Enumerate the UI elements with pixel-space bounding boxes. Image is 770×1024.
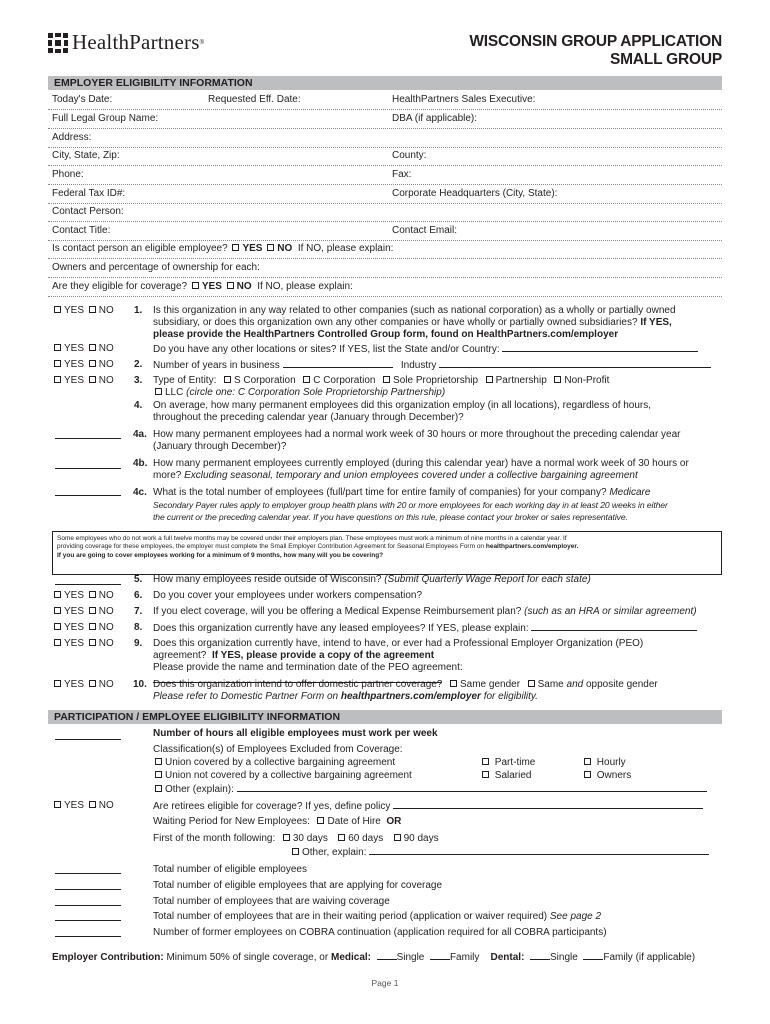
yes-no-choice: YES NO bbox=[52, 622, 114, 634]
question-3: Type of Entity: S Corporation C Corporation Sole Proprietorship Partnership Non-Profit LLC (circle one: C Corporation Sole Proprietorship Partnership) bbox=[153, 375, 610, 398]
form-row[interactable]: Contact Person: bbox=[48, 203, 722, 222]
answer-blank[interactable] bbox=[55, 936, 121, 937]
industry-input[interactable] bbox=[439, 359, 711, 368]
form-row[interactable]: Is contact person an eligible employee? YES NO If NO, please explain: bbox=[48, 240, 722, 259]
other-waiting-input[interactable] bbox=[369, 846, 709, 855]
checkbox[interactable] bbox=[54, 360, 61, 367]
logo-text: HealthPartners bbox=[72, 30, 200, 54]
question-10: Does this organization intend to offer domestic partner coverage? Same gender Same and opposite gender Please refer to Domestic Partner Form on healthpartners.com/employer for eligibility. bbox=[153, 679, 658, 702]
question-8: Does this organization currently have any leased employees? If YES, please explain: bbox=[153, 622, 723, 635]
form-row[interactable]: Federal Tax ID#: Corporate Headquarters (City, State): bbox=[48, 185, 722, 204]
seasonal-note: Some employees who do not work a full twelve months may be covered under their employers plan. These employees must work a minimum of nine months in a calendar year. If providing coverage for these employees, the employer must complete the Small Employer Contribution Agreement for Seasonal Employees Form on healthpartners.com/employer. If you are going to cover employees working for a minimum of 9 months, how many will you be covering? bbox=[52, 531, 722, 575]
employer-contribution: Employer Contribution: Minimum 50% of single coverage, or Medical: Single Family Dental: Single Family (if applicable) bbox=[52, 952, 696, 963]
checkbox[interactable] bbox=[54, 344, 61, 351]
form-row[interactable]: Address: bbox=[48, 129, 722, 148]
answer-blank[interactable] bbox=[55, 495, 121, 496]
answer-blank[interactable] bbox=[55, 889, 121, 890]
checkbox[interactable] bbox=[89, 376, 96, 383]
answer-blank[interactable] bbox=[55, 468, 121, 469]
checkbox[interactable] bbox=[89, 306, 96, 313]
question-4: On average, how many permanent employees did this organization employ (in all locations), regardless of hours, throughout the preceding calendar year (January through December)? bbox=[153, 400, 652, 423]
question-9: Does this organization currently have, intend to have, or ever had a Professional Employer Organization (PEO) agreement? If YES, please provide a copy of the agreement Please provide the name and termination date of the PEO agreement: bbox=[153, 638, 723, 687]
answer-blank[interactable] bbox=[55, 438, 121, 439]
page-number: Page 1 bbox=[371, 978, 399, 988]
application-page: HealthPartners ® WISCONSIN GROUP APPLICATION SMALL GROUP EMPLOYER ELIGIBILITY INFORMATION Today's Date: Requested Eff. Date: HealthPartners Sales Executive: Full Legal Group Name: DBA (if applicable): Address: City, State, Zip: County: Phone: Fax: Federal Tax ID#: Corporate Headquarters (City, State): Contact Person: Contact Title: Contact Email: Is contact person an eligible employee? YES NO If NO, please explain: Owners and percentage of ownership for each: Are they eligible for coverage? YES NO If NO, please explain: YES NO 1. Is this organization in any way related to other companies (such as national corporation) as a wholly or partially owned subsidiary, or does this organization own any other companies or have wholly or partially owned subsidiaries? If YES, please provide the HealthPartners Controlled Group form, found on HealthPartners.com/employer YES NO Do you have any other locations or sites? If YES, list the State and/or Country: YES NO 2. Number of years in business Industry YES NO 3. Type of Entity: S Corporation C Corporation Sole Proprietorship Partnership Non-Profit LLC (circle one: C Corporation Sole Proprietorship Partnership) 4. On average, how many permanent employees did this organization employ (in all locations), regardless of hours, throughout the preceding calendar year (January through December)? 4a. How many permanent employees had a normal work week of 30 hours or more throughout the preceding calendar year (January through December)? 4b. How many permanent employees currently employed (during this calendar year) have a normal work week of 30 hours or more? Excluding seasonal, temporary and union employees covered under a collective bargaining agreement 4c. What is the total number of employees (full/part time for entire family of companies) for your company? Medicare Secondary Payer rules apply to employer group health plans with 20 or more employees for each working day in at least 20 weeks in either the current or the preceding calendar year. If you have questions on this rule, please contact your broker or sales representative. Some employees who do not work a full twelve months may be covered under their employers plan. These employees must work a minimum of nine months in a calendar year. If providing coverage for these employees, the employer must complete the Small Employer Contribution Agreement for Seasonal Employees Form on healthpartners.com/employer. If you are going to cover employees working for a minimum of 9 months, how many will you be covering? 5. How many employees reside outside of Wisconsin? (Submit Quarterly Wage Report for each state) YES NO 6. Do you cover your employees under workers compensation? YES NO 7. If you elect coverage, will you be offering a Medical Expense Reimbursement plan? (such as an HRA or similar agreement) YES NO 8. Does this organization currently have any leased employees? If YES, please explain: YES NO 9. Does this organization currently have, intend to have, or ever had a Professional Employer Organization (PEO) agreement? If YES, please provide a copy of the agreement Please provide the name and termination date of the PEO agreement: YES NO 10. Does this organization intend to offer domestic partner coverage? Same gender Same and opposite gender Please refer to Domestic Partner Form on healthpartners.com/employer for eligibility. PARTICIPATION / EMPLOYEE ELIGIBILITY INFORMATION Number of hours all eligible employees must work per week Classification(s) of Employees Excluded from Coverage: Union covered by a collective bargaining agreement Union not covered by a collective bargaining agreement Other (explain): Part-time Salaried Hourly Owners YES NO Are retirees eligible for coverage? If yes, define policy Waiting Period for New Employees: Date of Hire OR First of the month following: 30 days 60 days 90 days Other, explain: Total number of eligible employees Total number of eligible employees that are applying for coverage Total number of employees that are waiving coverage Total number of employees that are in their waiting period (application or waiver required) See page 2 Number of former employees on COBRA continuation (application required for all COBRA participants) Employer Contribution: Minimum 50% of single coverage, or Medical: Single Family Dental: Single Family (if applicable) Page 1 bbox=[0, 0, 770, 1024]
yes-no-choice: YES NO bbox=[52, 638, 114, 650]
question-1: Is this organization in any way related to other companies (such as national corporation) as a wholly or partially owned subsidiary, or does this organization own any other companies or have wholly or partially owned subsidiaries? If YES, please provide the HealthPartners Controlled Group form, found on HealthPartners.com/employer bbox=[153, 305, 676, 340]
form-row[interactable]: City, State, Zip: County: bbox=[48, 147, 722, 166]
leased-input[interactable] bbox=[531, 622, 697, 631]
form-row[interactable]: Contact Title: Contact Email: bbox=[48, 222, 722, 241]
form-row[interactable]: Owners and percentage of ownership for each: bbox=[48, 259, 722, 278]
logo-mark-icon bbox=[48, 33, 68, 53]
answer-blank[interactable] bbox=[55, 739, 121, 740]
yes-no-choice: YES NO bbox=[52, 800, 114, 812]
yes-no-choice: YES NO bbox=[52, 606, 114, 618]
other-input[interactable] bbox=[237, 783, 707, 792]
form-row[interactable]: Phone: Fax: bbox=[48, 166, 722, 185]
checkbox[interactable] bbox=[54, 376, 61, 383]
question-4a: How many permanent employees had a normal work week of 30 hours or more throughout the preceding calendar year (January through December)? bbox=[153, 429, 681, 452]
checkbox[interactable] bbox=[232, 244, 239, 251]
form-row[interactable]: Today's Date: Requested Eff. Date: HealthPartners Sales Executive: bbox=[48, 91, 722, 110]
section-bar-employer: EMPLOYER ELIGIBILITY INFORMATION bbox=[48, 76, 722, 90]
healthpartners-logo: HealthPartners ® bbox=[48, 30, 204, 55]
answer-blank[interactable] bbox=[55, 873, 121, 874]
question-6: Do you cover your employees under workers compensation? bbox=[153, 590, 423, 601]
checkbox[interactable] bbox=[192, 282, 199, 289]
question-4c: What is the total number of employees (full/part time for entire family of companies) for your company? Medicare Secondary Payer rules apply to employer group health plans with 20 or more employees for each working day in at least 20 weeks in either the current or the preceding calendar year. If you have questions on this rule, please contact your broker or sales representative. bbox=[153, 487, 668, 522]
question-7: If you elect coverage, will you be offering a Medical Expense Reimbursement plan? (such as an HRA or similar agreement) bbox=[153, 606, 697, 617]
answer-blank[interactable] bbox=[55, 905, 121, 906]
checkbox[interactable] bbox=[267, 244, 274, 251]
question-4b: How many permanent employees currently employed (during this calendar year) have a normal work week of 30 hours or more? Excluding seasonal, temporary and union employees covered under a collective bargaining agreement bbox=[153, 458, 689, 481]
form-row[interactable]: Are they eligible for coverage? YES NO If NO, please explain: bbox=[48, 278, 722, 297]
checkbox[interactable] bbox=[89, 360, 96, 367]
checkbox[interactable] bbox=[54, 306, 61, 313]
yes-no-choice: YES NO bbox=[52, 359, 114, 371]
checkbox[interactable] bbox=[227, 282, 234, 289]
question-5: How many employees reside outside of Wisconsin? (Submit Quarterly Wage Report for each state) bbox=[153, 574, 591, 585]
page-title: WISCONSIN GROUP APPLICATION SMALL GROUP bbox=[469, 33, 722, 68]
yes-no-choice: YES NO bbox=[52, 679, 114, 691]
yes-no-choice: YES NO bbox=[52, 343, 114, 355]
section-bar-participation: PARTICIPATION / EMPLOYEE ELIGIBILITY INFORMATION bbox=[48, 710, 722, 724]
yes-no-choice: YES NO bbox=[52, 305, 114, 317]
yes-no-choice: YES NO bbox=[52, 375, 114, 387]
locations-input[interactable] bbox=[502, 343, 698, 352]
years-input[interactable] bbox=[283, 359, 393, 368]
answer-blank[interactable] bbox=[55, 584, 121, 585]
yes-no-choice: YES NO bbox=[52, 590, 114, 602]
answer-blank[interactable] bbox=[55, 920, 121, 921]
form-row[interactable]: Full Legal Group Name: DBA (if applicable): bbox=[48, 110, 722, 129]
retiree-policy-input[interactable] bbox=[393, 800, 703, 809]
checkbox[interactable] bbox=[89, 344, 96, 351]
question-2: Number of years in business Industry bbox=[153, 359, 723, 372]
